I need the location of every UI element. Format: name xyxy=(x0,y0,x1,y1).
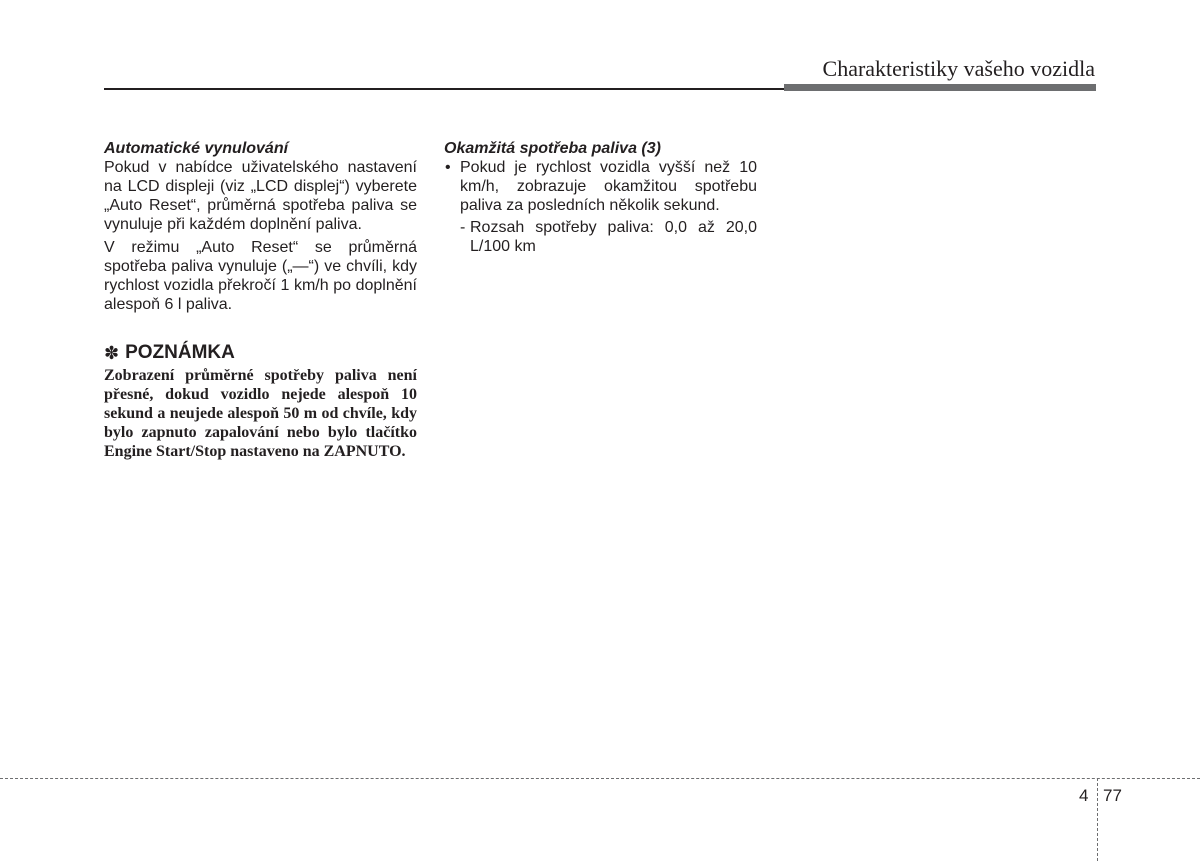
footer-dashed-divider xyxy=(1097,778,1098,861)
auto-reset-paragraph-2: V režimu „Auto Reset“ se průměrná spotřeba paliva vynuluje („—“) ve chvíli, kdy rychlost vozidla překročí 1 km/h po doplnění alespoň 6 l paliva. xyxy=(104,239,417,313)
note-heading-row xyxy=(104,342,417,364)
dash-text: Rozsah spotřeby paliva: 0,0 až 20,0 L/100 km xyxy=(470,219,757,255)
auto-reset-paragraph-1: Pokud v nabídce uživatelského nastavení na LCD displeji (viz „LCD displej“) vyberete „Auto Reset“, průměrná spotřeba paliva se vynuluje při každém doplnění paliva. xyxy=(104,159,417,233)
chapter-number: 4 xyxy=(1079,786,1089,805)
page-number: 77 xyxy=(1103,786,1122,805)
page-header-title: Charakteristiky vašeho vozidla xyxy=(822,56,1095,81)
bullet-item xyxy=(444,158,757,215)
left-column xyxy=(104,139,417,461)
dash-item xyxy=(444,218,757,256)
header-rule-thin xyxy=(104,88,784,90)
bullet-text: Pokud je rychlost vozidla vyšší než 10 km/h, zobrazuje okamžitou spotřebu paliva za posledních několik sekund. xyxy=(460,159,757,214)
instant-consumption-heading: Okamžitá spotřeba paliva (3) xyxy=(444,140,661,157)
footer-dashed-rule xyxy=(0,778,1200,779)
note-heading-label: POZNÁMKA xyxy=(125,342,235,363)
asterisk-note-icon: ✽ xyxy=(104,343,120,363)
note-body: Zobrazení průměrné spotřeby paliva není přesné, dokud vozidlo nejede alespoň 10 sekund a neujede alespoň 50 m od chvíle, kdy bylo zapnuto zapalování nebo bylo tlačítko Engine Start/Stop nastaveno na ZAPNUTO. xyxy=(104,367,417,460)
auto-reset-heading: Automatické vynulování xyxy=(104,140,289,157)
dash-mark: - xyxy=(460,219,466,236)
header-rule-thick xyxy=(784,84,1096,91)
bullet-mark: • xyxy=(445,159,451,176)
middle-column xyxy=(444,139,757,256)
